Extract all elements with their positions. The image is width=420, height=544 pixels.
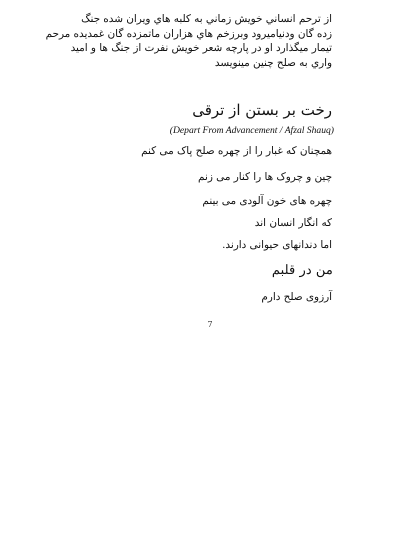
poem-subtitle: (Depart From Advancement / Afzal Shauq) xyxy=(169,125,334,136)
poem-title: رخت بر بستن از ترقی xyxy=(192,101,332,119)
poem-verse: که انگار انسان اند xyxy=(254,217,332,229)
poem-verse: اما دندانهای حیوانی دارند. xyxy=(222,239,332,251)
intro-line: از ترحم انساني خويش زماني به کلبه هاي ويران شده جنگ xyxy=(81,13,332,25)
poem-verse: چین و چروک ها را کنار می زنم xyxy=(198,171,332,183)
page-number: 7 xyxy=(207,320,213,329)
intro-line: تيمار ميگذارد او در پارچه شعر خويش نفرت از جنگ ها و اميد xyxy=(70,42,332,54)
poem-closing-verse: آرزوی صلح دارم xyxy=(261,291,332,303)
poem-verse: چهره های خون آلودی می بینم xyxy=(202,195,332,207)
poem-stanza-heading: من در قلبم xyxy=(271,263,333,278)
intro-line: زده گان ودنياميرود وبرزخم هاي هزاران ماتمزده گان غمديده مرحم xyxy=(45,27,332,40)
poem-verse: همچنان که غبار را از چهره صلح پاک می کنم xyxy=(141,145,332,157)
intro-paragraph xyxy=(45,12,332,70)
intro-line: واري به صلح چنين مينويسد xyxy=(214,56,332,69)
